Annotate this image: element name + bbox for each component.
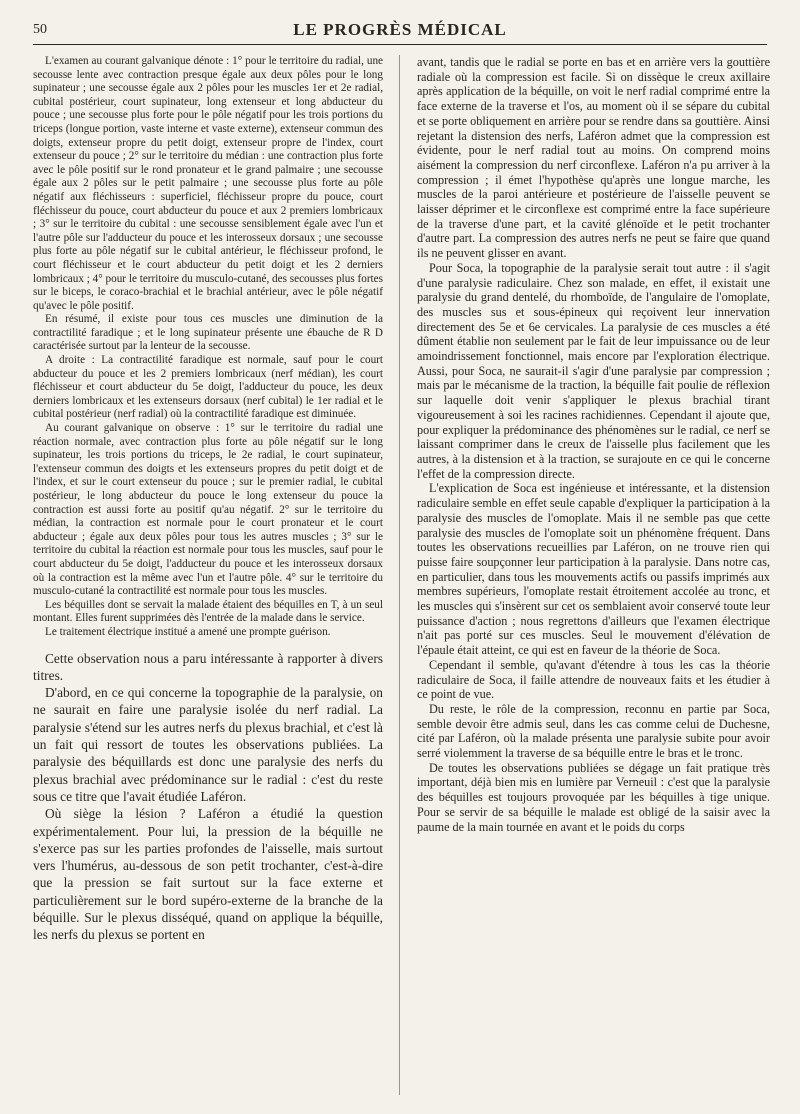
paragraph: Cependant il semble, qu'avant d'étendre à tous les cas la théorie radiculaire de Soca, il faille attendre de nouveaux faits et les étudier à ce point de vue. xyxy=(417,657,770,702)
paragraph: Au courant galvanique on observe : 1° sur le territoire du radial une réaction normale, avec contraction plus forte au pôle négatif sur le long supinateur, les trois portions du triceps, le 2e radial, le court supinateur, l'extenseur commun des doigts et les extenseurs propres du petit doigt et de l'index, et sur le court extenseur du pouce ; sur le premier radial, le cubital postérieur, le long abducteur du pouce le long extenseur du pouce la contraction est aussi forte au positif qu'au négatif. 2° sur le territoire du médian, la contraction est normale pour le court pronateur et le court abducteur ; égale aux deux pôles pour tous les autres muscles ; 3° sur le territoire du cubital la réaction est normale pour tous les muscles, sauf pour le court abducteur du 5e doigt, l'adducteur du pouce et les interosseux dorsaux où la contraction est la même avec l'un et l'autre pôle. 4° sur le territoire du musculo-cutané la contractilité est normale pour tous les muscles. xyxy=(33,422,383,598)
paragraph: En résumé, il existe pour tous ces muscles une diminution de la contractilité faradique ; et le long supinateur présente une ébauche de R D caractérisée surtout par la lenteur de la secousse. xyxy=(33,313,383,353)
paragraph: L'examen au courant galvanique dénote : 1° pour le territoire du radial, une secousse lente avec contraction presque égale aux deux pôles pour le long supinateur ; une secousse égale aux 2 pôles pour les muscles 1er et 2e radial, cubital postérieur, court supinateur, long extenseur et long abducteur du pouce ; une secousse plus forte pour le pôle négatif pour les trois portions du triceps (longue portion, vaste interne et vaste externe), extenseur commun des doigts, extenseur propre du petit doigt, extenseur propre de l'index, court extenseur du pouce ; 2° sur le territoire du médian : une contraction plus forte avec le pôle positif sur le rond pronateur et le grand palmaire ; une secousse égale aux 2 pôles sur le petit palmaire ; une secousse plus forte au pôle négatif aux fléchisseurs : superficiel, fléchisseur propre du pouce, court fléchisseur du pouce, court abducteur du pouce et aux 2 premiers lombricaux ; 3° sur le territoire du cubital : une secousse sensiblement égale avec l'un et l'autre pôle sur l'adducteur du pouce et les interosseux dorsaux ; une secousse plus forte au pôle négatif sur le cubital antérieur, le fléchisseur profond, le court fléchisseur et le court abducteur du petit doigt et les 2 derniers lombricaux ; 4° pour le territoire du musculo-cutané, des secousses plus fortes sur le biceps, le coraco-brachial et le brachial antérieur, avec le pôle négatif qu'avec le pôle positif. xyxy=(33,55,383,312)
paragraph: L'explication de Soca est ingénieuse et intéressante, et la distension radiculaire semble en effet seule capable d'expliquer la participation à la paralysie des muscles de l'omoplate. Mais il ne semble pas que cette paralysie des muscles de l'omoplate soit un phénomène fréquent. Dans toutes les observations recueillies par Laféron, on ne trouve rien qui puisse faire soupçonner leur participation à la paralysie. Dans notre cas, en particulier, dans tous les mouvements actifs ou passifs imprimés aux membres supérieurs, l'omoplate restait étroitement accolée au tronc, et les muscles qui s'insèrent sur cet os semblaient avoir conservé toute leur puissance d'action ; nous regrettons d'ailleurs que l'examen électrique n'ait pas porté sur ces muscles. Seul le mouvement d'élévation de l'épaule était atteint, ce qui est en faveur de la théorie de Soca. xyxy=(417,481,770,658)
paragraph: Pour Soca, la topographie de la paralysie serait tout autre : il s'agit d'une paralysie radiculaire. Chez son malade, en effet, il existait une paralysie du grand dentelé, du rhomboïde, de l'angulaire de l'omoplate, des muscles sus et sous-épineux qui reçoivent leur innervation directement des 5e et 6e cervicales. La paralysie de ces muscles a été dûment établie non seulement par le fait de leur impuissance ou de leur amoindrissement fonctionnel, mais encore par l'exploration électrique. Aussi, pour Soca, ne saurait-il s'agir d'une paralysie par compression ; mais par le mécanisme de la traction, la béquille fait poulie de réflexion sur laquelle doit venir s'appliquer le plexus brachial tirant vigoureusement à soi les racines rachidiennes. Cependant il ajoute que, pour expliquer la prédominance des phénomènes sur le radial, ce nerf se laissant comprimer dans le creux de l'aisselle plus facilement que les autres, à la distension et à la traction, se surajoute en ce qui le concerne l'effet de la compression directe. xyxy=(417,260,770,481)
paragraph: Du reste, le rôle de la compression, reconnu en partie par Soca, semble devoir être admis seul, dans les cas comme celui de Duchesne, cité par Laféron, où la malade présenta une paralysie subite pour avoir serré violemment la traverse de sa béquille entre le bras et le tronc. xyxy=(417,701,770,761)
paragraph: avant, tandis que le radial se porte en bas et en arrière vers la gouttière radiale où la compression est facile. Si on dissèque le creux axillaire après application de la béquille, on voit le nerf radial comprimé entre la face externe de la traverse et l'os, au moment où il se sépare du cubital et se porte obliquement en arrière pour se rendre dans sa gouttière. Ainsi rejetant la distension des nerfs, Laféron admet que la compression est évidente, pour le nerf radial tout au moins. On comprend moins aisément la compression du nerf circonflexe. Laféron n'a pu arriver à la compression ; il émet l'hypothèse qu'après une longue marche, les muscles de la paroi antérieure et postérieure de l'aisselle peuvent se laisser déprimer et le circonflexe est comprimé entre la face supérieure de la traverse d'une part, et la cavité glénoïde et le petit trochanter d'autre part. La compression des autres nerfs ne peut se faire que quand ils ne peuvent glisser en avant. xyxy=(417,55,770,261)
section-gap xyxy=(33,640,383,650)
header-rule xyxy=(33,44,767,45)
page-number: 50 xyxy=(33,22,47,37)
left-column xyxy=(33,55,383,944)
paragraph: D'abord, en ce qui concerne la topographie de la paralysie, on ne saurait en faire une paralysie isolée du nerf radial. La paralysie s'étend sur les autres nerfs du plexus brachial, et c'est là un fait qui ressort de toutes les observations publiées. La paralysie des béquillards est donc une paralysie des nerfs du plexus brachial avec prédominance sur le radial : c'est du reste sous ce titre que l'avait étudiée Laféron. xyxy=(33,685,383,804)
paragraph: Où siège la lésion ? Laféron a étudié la question expérimentalement. Pour lui, la pression de la béquille ne s'exerce pas sur les parties profondes de l'aisselle, mais surtout vers l'humérus, au-dessous de son petit trochanter, c'est-à-dire que la pression se fait surtout sur la face externe et particulièrement sur le bord supéro-externe de la branche de la béquille. Sur le plexus disséqué, quand on applique la béquille, les nerfs du plexus se portent en xyxy=(33,806,383,943)
paragraph: Le traitement électrique institué a amené une prompte guérison. xyxy=(45,625,331,638)
running-title: LE PROGRÈS MÉDICAL xyxy=(293,20,507,39)
right-column xyxy=(417,55,770,834)
paragraph: Les béquilles dont se servait la malade étaient des béquilles en T, à un seul montant. Elles furent supprimées dès l'entrée de la malade dans le service. xyxy=(33,598,383,625)
paragraph: De toutes les observations publiées se dégage un fait pratique très important, déjà bien mis en lumière par Verneuil : c'est que la paralysie des béquilles est toujours provoquée par les béquilles à tige unique. Pour se servir de sa béquille le malade est obligé de la saisir avec la paume de la main tournée en avant et le poids du corps xyxy=(417,760,770,834)
paragraph: A droite : La contractilité faradique est normale, sauf pour le court abducteur du pouce et les 2 premiers lombricaux (nerf médian), les court fléchisseur et court abducteur du 5e doigt, l'adducteur du pouce, les deux derniers lombricaux et les extenseurs dorsaux (nerf cubital) le 1er radial et le cubital postérieur (nerf radial) où la contractilité faradique est diminuée. xyxy=(33,354,383,421)
paragraph: Cette observation nous a paru intéressante à rapporter à divers titres. xyxy=(33,650,383,683)
column-divider xyxy=(399,55,400,1095)
